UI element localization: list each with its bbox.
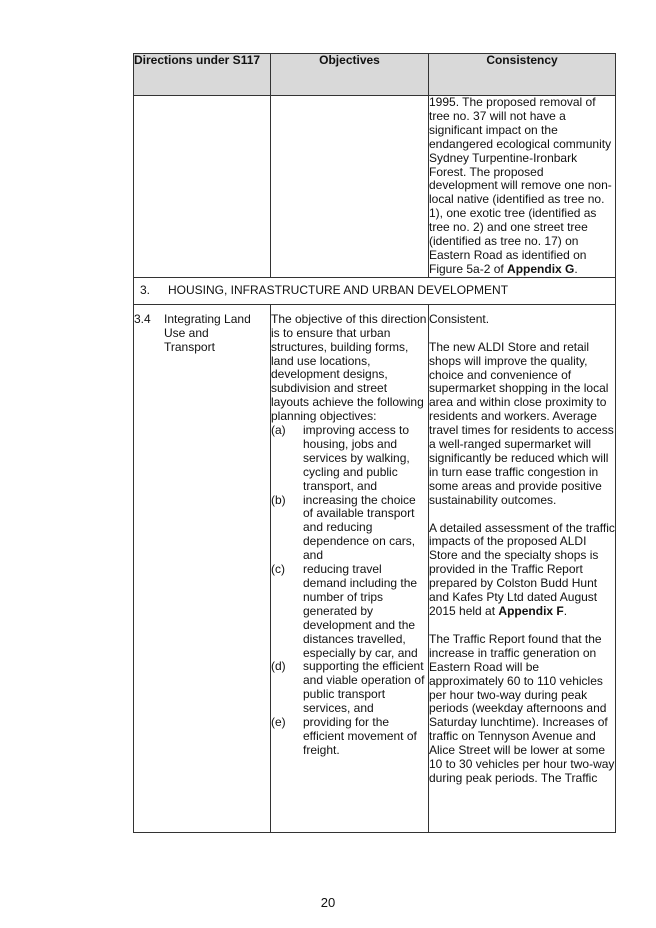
objective-item-text: increasing the choice of available transport and reducing dependence on cars, and [303,492,416,563]
objective-item-label: (e) [271,715,286,730]
consistency-text: 1995. The proposed removal of tree no. 37 will not have a significant impact on the endangered ecological community Sydney Turpentine-Ironbark Forest. The proposed development will remove one non-local native (identified as tree no. 1), one exotic tree (identified as tree no. 2) and one street tree (identified as tree no. 17) on Eastern Road as identified on Figure 5a-2 of [429,95,612,276]
directions-cell-empty [134,96,271,278]
objective-item-text: reducing travel demand including the number of trips generated by development and the distances travelled, especially by car, and [303,562,418,660]
consistency-paragraph [429,522,615,619]
objective-item-text: providing for the efficient movement of freight. [303,715,417,757]
objective-item [271,716,428,758]
header-consistency: Consistency [429,54,616,96]
objective-item [271,424,428,494]
header-objectives: Objectives [271,54,429,96]
objective-item-label: (b) [271,492,286,507]
page-number: 20 [320,895,336,910]
objective-item-label: (c) [271,562,285,577]
objective-item-text: improving access to housing, jobs and services by walking, cycling and public transport, and [303,423,410,493]
objective-item-label: (d) [271,659,286,674]
section-number: 3. [140,282,151,297]
objective-item [271,494,428,564]
objectives-cell-empty [271,96,429,278]
consistency-cell [429,304,616,832]
consistency-statement: Consistent. [429,311,490,326]
objective-item [271,660,428,716]
appendix-f-ref: Appendix F [498,604,564,618]
table-row [134,304,616,832]
direction-title: Integrating Land Use and Transport [164,311,251,354]
s117-directions-table [133,53,616,833]
consistency-paragraph: The Traffic Report found that the increase in traffic generation on Eastern Road will be approximately 60 to 110 vehicles per hour two-way during peak periods (weekday afternoons and Saturday lunchtime). Increases of traffic on Tennyson Avenue and Alice Street will be lower at some 10 to 30 vehicles per hour two-way during peak periods. The Traffic [429,631,615,785]
objective-item-text: supporting the efficient and viable operation of public transport services, and [303,659,425,716]
section-heading [134,277,616,304]
consistency-text-end: . [563,604,568,618]
consistency-text-end: . [574,261,578,276]
section-title: HOUSING, INFRASTRUCTURE AND URBAN DEVELOPMENT [168,282,509,297]
objective-item-label: (a) [271,423,286,438]
table-header-row [134,54,616,96]
table-row [134,96,616,278]
direction-cell [134,304,271,832]
header-directions: Directions under S117 [134,54,271,96]
consistency-cell [429,96,616,278]
objectives-cell [271,304,429,832]
objective-item [271,563,428,660]
direction-code: 3.4 [134,311,151,326]
appendix-g-ref: Appendix G [507,261,575,276]
section-heading-row [134,277,616,304]
consistency-text: A detailed assessment of the traffic impacts of the proposed ALDI Store and the specialty shops is provided in the Traffic Report prepared by Colston Budd Hunt and Kafes Pty Ltd dated August 2015 held at [429,520,615,618]
objective-intro: The objective of this direction is to ensure that urban structures, building forms, land use locations, development designs, subdivision and street layouts achieve the following planning objectives: [271,311,427,424]
objective-list [271,424,428,758]
consistency-paragraph: The new ALDI Store and retail shops will improve the quality, choice and convenience of supermarket shopping in the local area and within close proximity to residents and workers. Average travel times for residents to access a well-ranged supermarket will significantly be reduced which will in turn ease traffic congestion in some areas and provide positive sustainability outcomes. [429,339,614,507]
